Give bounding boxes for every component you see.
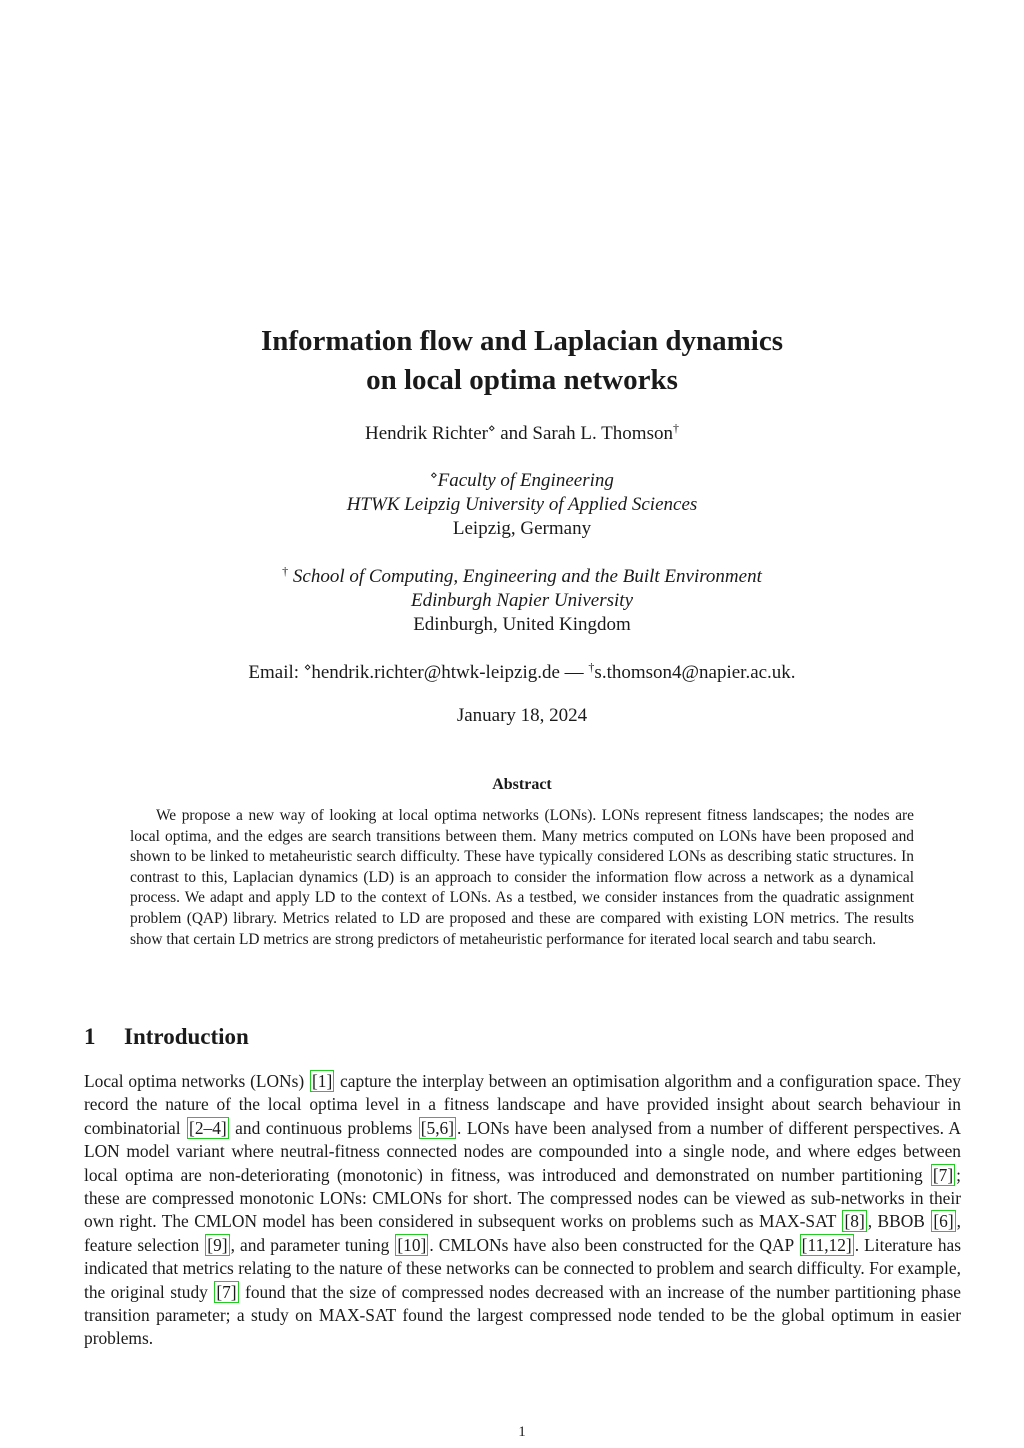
section-number: 1 — [84, 1024, 96, 1049]
paper-title — [0, 322, 1024, 400]
affiliation-1-department: Faculty of Engineering — [437, 470, 614, 491]
intro-text: capture the interplay between an optimisation algorithm and a configuration space. They record the nature of the local optima level in a fitness landscape and have provided insight about search behaviour in combinatorial — [84, 1071, 961, 1138]
publication-date: January 18, 2024 — [456, 705, 588, 726]
author-1-name: Hendrik Richter — [365, 423, 488, 444]
citation-link[interactable]: [8] — [844, 1211, 865, 1232]
citation-link[interactable]: [7] — [932, 1164, 954, 1185]
email-2-mark: † — [588, 660, 595, 674]
intro-text: found that the size of compressed nodes decreased with an increase of the number partitioning phase transition parameter; a study on MAX-SAT found the largest compressed node tended to be the global optimum in easier problems. — [84, 1281, 961, 1349]
affiliation-1 — [0, 469, 1024, 541]
section-title: Introduction — [124, 1024, 249, 1049]
affiliation-2 — [0, 565, 1024, 637]
email-address-2: s.thomson4@napier.ac.uk. — [594, 662, 796, 683]
email-address-1: hendrik.richter@htwk-leipzig.de — [311, 662, 560, 683]
intro-text: , and parameter tuning — [230, 1234, 395, 1255]
intro-text: . Literature has indicated that metrics relating to the nature of these networks can be connected to problem and search difficulty. For example, the original study — [84, 1234, 962, 1302]
section-heading — [84, 1024, 249, 1050]
affiliation-2-institution: Edinburgh Napier University — [411, 590, 633, 611]
author-conjunction: and — [495, 423, 533, 444]
author-2-mark: † — [672, 421, 679, 435]
intro-text: and continuous problems — [229, 1117, 418, 1138]
citation-link[interactable]: [7] — [216, 1281, 237, 1302]
paper-title-line-1: Information flow and Laplacian dynamics — [260, 325, 784, 357]
page-number: 1 — [518, 1424, 526, 1440]
citation-link[interactable]: [6] — [933, 1211, 954, 1232]
intro-text: , BBOB — [867, 1211, 931, 1232]
email-separator: — — [559, 662, 589, 683]
email-line — [0, 661, 1024, 685]
abstract-heading: Abstract — [492, 776, 552, 793]
author-line — [0, 422, 1024, 446]
citation-link[interactable]: [9] — [207, 1234, 228, 1255]
email-label: Email: — [248, 662, 304, 683]
email-1-mark: ⋄ — [303, 660, 312, 674]
intro-text: . CMLONs have also been constructed for the QAP — [429, 1234, 799, 1255]
affiliation-2-location: Edinburgh, United Kingdom — [413, 614, 631, 635]
affiliation-1-institution: HTWK Leipzig University of Applied Sciences — [346, 494, 698, 515]
citation-link[interactable]: [5,6] — [420, 1117, 455, 1138]
arxiv-identifier-stamp — [24, 458, 64, 1053]
citation-link[interactable]: [2–4] — [189, 1117, 227, 1138]
paper-title-line-2: on local optima networks — [366, 364, 678, 396]
author-1-mark: ⋄ — [487, 421, 496, 435]
citation-link[interactable]: [1] — [311, 1071, 333, 1091]
introduction-paragraph — [84, 1070, 961, 1351]
citation-link[interactable]: [11,12] — [801, 1234, 852, 1255]
author-2-name: Sarah L. Thomson — [532, 423, 673, 444]
affiliation-2-mark: † — [282, 564, 289, 578]
intro-text: Local optima networks (LONs) — [84, 1071, 309, 1091]
affiliation-1-mark: ⋄ — [430, 468, 438, 482]
intro-text: . LONs have been analysed from a number of different perspectives. A LON model variant where neutral-fitness connected nodes are compounded into a single node, and where edges between local optima are non-deteriorating (monotonic) in fitness, was introduced and demonstrated on number partitioning — [84, 1117, 961, 1185]
affiliation-2-department: School of Computing, Engineering and the Built Environment — [288, 566, 762, 587]
abstract-body: We propose a new way of looking at local optima networks (LONs). LONs represent fitness landscapes; the nodes are local optima, and the edges are search transitions between them. Many metrics computed on LONs have been proposed and shown to be linked to metaheuristic search difficulty. These have typically considered LONs as describing static structures. In contrast to this, Laplacian dynamics (LD) is an approach to consider the information flow across a network as a dynamical process. We adapt and apply LD to the context of LONs. As a testbed, we consider instances from the quadratic assignment problem (QAP) library. Metrics related to LD are proposed and these are compared with existing LON metrics. The results show that certain LD metrics are strong predictors of metaheuristic performance for iterated local search and tabu search. — [130, 807, 914, 948]
affiliation-1-location: Leipzig, Germany — [452, 518, 592, 539]
intro-text: , feature selection — [84, 1211, 961, 1255]
citation-link[interactable]: [10] — [397, 1234, 427, 1255]
intro-text: ; these are compressed monotonic LONs: CMLONs for short. The compressed nodes can be viewed as sub-networks in their own right. The CMLON model has been considered in subsequent works on problems such as MAX-SAT — [84, 1164, 961, 1232]
